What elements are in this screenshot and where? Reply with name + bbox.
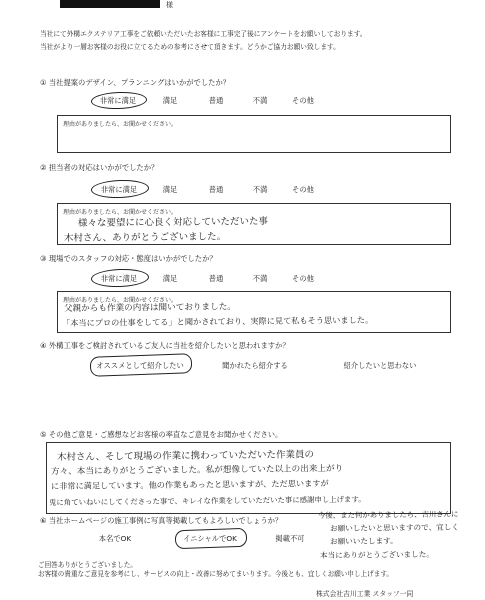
footer-message: お客様の貴重なご意見を参考にし、サービスの向上・改善に努めてまいります。今後とも、宜しくお願い申し上げます。 [38, 570, 394, 578]
question-3-title: ③ 現場でのスタッフの対応・態度はいかがでしたか？ [40, 254, 217, 263]
q1-option-other[interactable]: その他 [292, 96, 314, 105]
q3-reason-label: 理由がありましたら、お聞かせください。 [63, 297, 178, 304]
q1-option-satisfied[interactable]: 満足 [162, 96, 178, 105]
question-1-title: ① 当社提案のデザイン、プランニングはいかがでしたか？ [40, 78, 231, 87]
q2-answer-line-2: 木村さん、ありがとうございました。 [63, 231, 227, 244]
q2-option-other[interactable]: その他 [292, 185, 314, 194]
redacted-customer-name [60, 0, 160, 8]
question-4-title: ④ 外構工事をご検討されているご友人に当社を紹介したいと思われますか？ [40, 341, 290, 350]
q3-option-dissatisfied[interactable]: 不満 [252, 274, 268, 283]
q4-option-would-not[interactable]: 紹介したいと思わない [343, 361, 417, 370]
intro-line-1: 当社にて外構エクステリア工事をご依頼いただいたお客様に工事完了後にアンケートをお願いしております。 [40, 30, 367, 38]
q1-reason-box[interactable] [57, 115, 451, 153]
q2-answer-line-1: 様々な要望にに心良く対応していただいた事 [77, 216, 269, 229]
q2-option-average[interactable]: 普通 [208, 185, 224, 194]
question-5-title: ⑤ その他ご意見・ご感想などお客様の率直なご意見をお聞かせください。 [40, 430, 283, 439]
footer-thanks: ご回答ありがとうございました。 [38, 561, 137, 569]
q5-answer-line-3: に非常に満足しています。他の作業もあったと思いますが、ただ思いますが [50, 478, 329, 491]
q3-answer-line-1: 父親からも作業の内容は聞いておりました。 [63, 302, 236, 314]
q3-reason-box[interactable] [57, 291, 451, 333]
q6-option-initials[interactable]: イニシャルでOK [183, 534, 237, 543]
q2-option-very-satisfied[interactable]: 非常に満足 [100, 185, 138, 194]
q2-option-dissatisfied[interactable]: 不満 [252, 185, 268, 194]
q5-answer-line-2: 方々、本当にありがとうございました。私が想像していた以上の出来上がり [50, 463, 344, 477]
q1-reason-label: 理由がありましたら、お聞かせください。 [63, 121, 178, 128]
q6-note-line-4: 本当にありがとうございました。 [319, 549, 434, 560]
q4-option-recommend[interactable]: オススメとして紹介したい [96, 361, 184, 370]
q2-reason-box[interactable] [57, 203, 451, 245]
q1-option-very-satisfied[interactable]: 非常に満足 [99, 96, 137, 105]
q6-option-not-allowed[interactable]: 掲載不可 [275, 534, 305, 543]
q1-option-average[interactable]: 普通 [208, 96, 224, 105]
q3-option-very-satisfied[interactable]: 非常に満足 [100, 274, 138, 283]
q2-reason-label: 理由がありましたら、お聞かせください。 [63, 209, 178, 216]
q6-note-line-1: 今後、また何かありましたら、吉川さんに [317, 509, 459, 520]
q5-answer-line-4: 兎に角ていねいにしてくださった事で、キレイな作業をしていただいた事に感謝申し上げます。 [48, 494, 366, 507]
q6-note-line-3: お願いいたします。 [329, 536, 398, 546]
q2-option-satisfied[interactable]: 満足 [162, 185, 178, 194]
q5-answer-line-1: 木村さん、そして現場の作業に携わっていただいた作業員の [56, 449, 315, 463]
q3-option-satisfied[interactable]: 満足 [162, 274, 178, 283]
q1-option-dissatisfied[interactable]: 不満 [252, 96, 268, 105]
question-2-title: ② 担当者の対応はいかがでしたか？ [40, 163, 159, 172]
question-6-title: ⑥ 当社ホームページの施工事例に写真等掲載してもよろしいでしょうか？ [40, 516, 283, 525]
q3-option-other[interactable]: その他 [292, 274, 314, 283]
q6-note-line-2: お願いしたいと思いますので、宜しく [329, 522, 459, 533]
footer-company: 株式会社吉川工業 スタッフ一同 [316, 590, 414, 598]
q3-option-average[interactable]: 普通 [208, 274, 224, 283]
q6-option-real-name[interactable]: 本名でOK [98, 534, 132, 543]
honorific: 様 [166, 1, 173, 9]
q3-answer-line-2: 「本当にプロの仕事をしてる」と聞かされており、実際に見て私もそう思いました。 [61, 314, 374, 328]
intro-line-2: 当社がより一層お客様のお役に立てるための参考にさせて頂きます。どうかご協力お願い致します。 [40, 43, 340, 51]
q5-comment-box[interactable] [46, 442, 451, 514]
q4-option-if-asked[interactable]: 聞かれたら紹介する [222, 361, 288, 370]
